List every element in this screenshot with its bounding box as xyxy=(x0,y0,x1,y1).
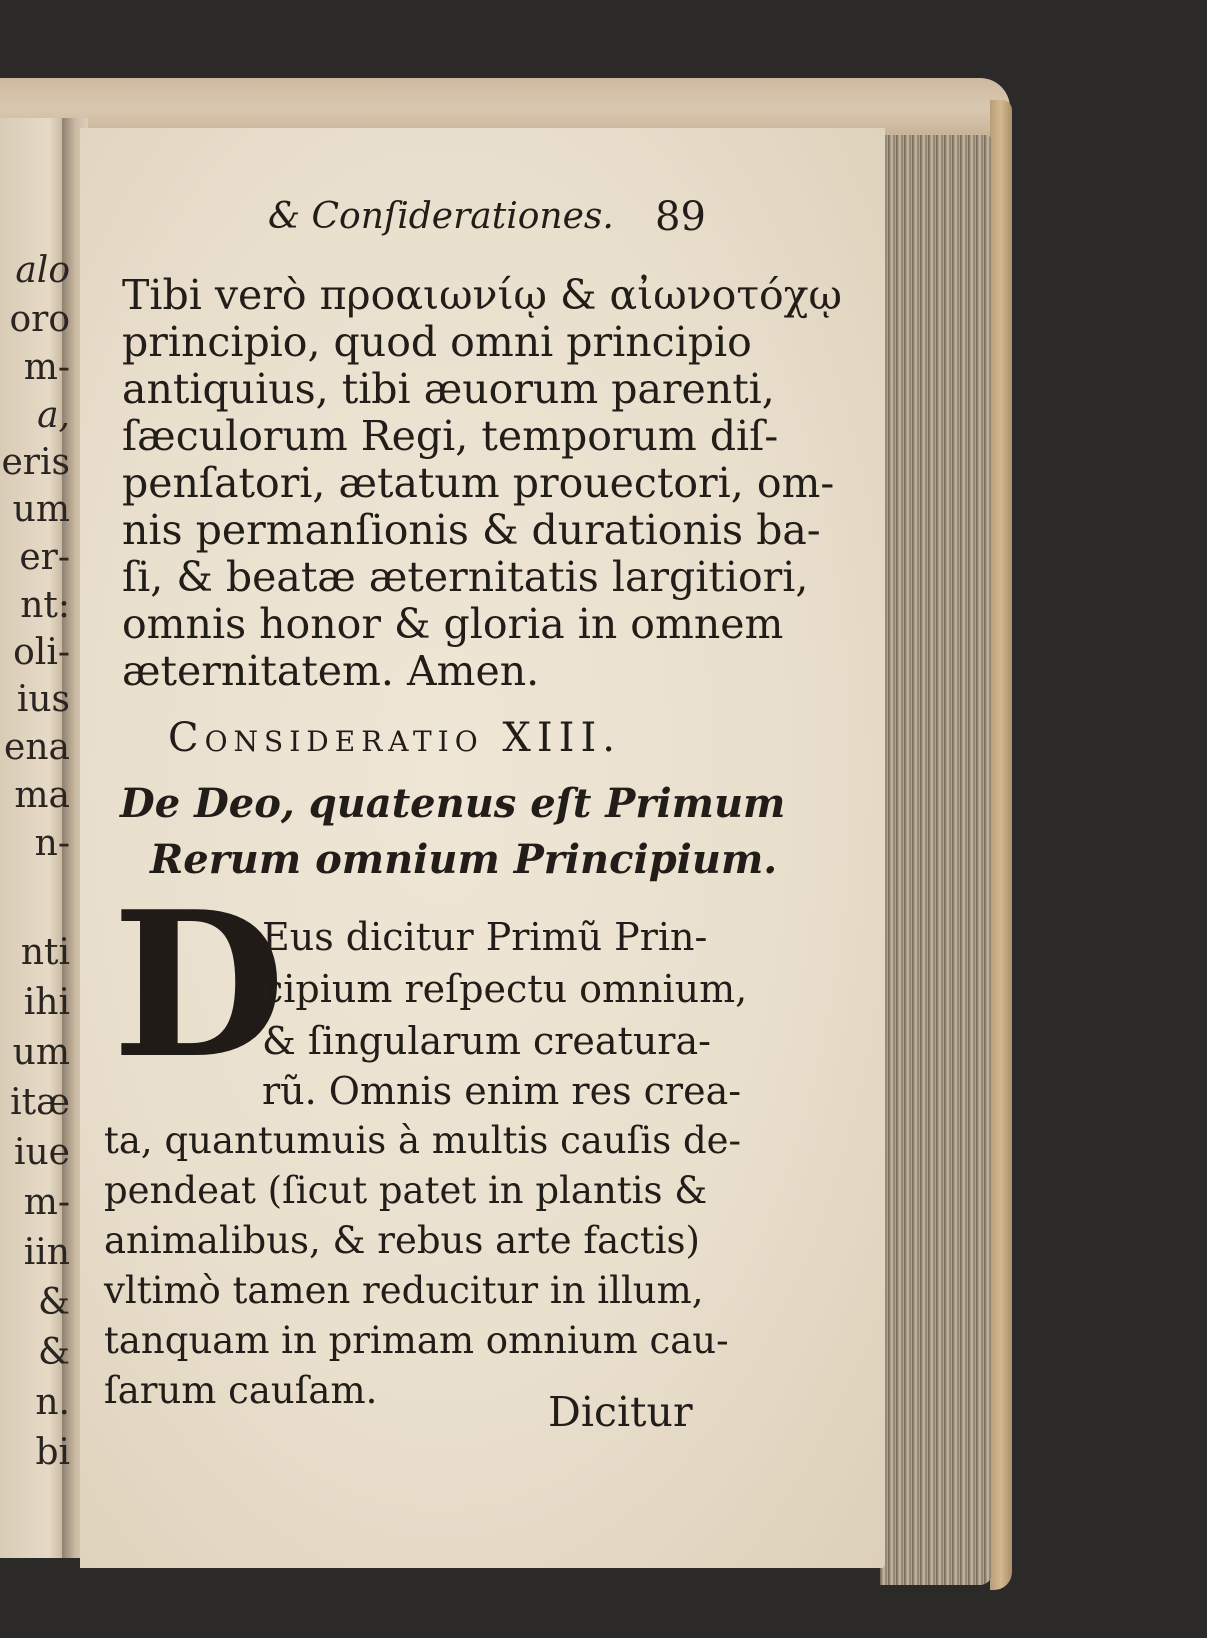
body-line: animalibus, & rebus arte factis) xyxy=(104,1219,700,1262)
body-line: Eus dicitur Primũ Prin- xyxy=(262,915,708,959)
catchword: Dicitur xyxy=(548,1388,693,1436)
left-fragment: bi xyxy=(35,1432,70,1473)
prayer-line: Tibi verò προαιωνίῳ & αἰωνοτόχῳ xyxy=(122,271,842,319)
left-fragment: um xyxy=(12,489,70,530)
left-fragment: er- xyxy=(19,537,70,578)
left-fragment: ena xyxy=(4,727,70,768)
prayer-line: æternitatem. Amen. xyxy=(122,647,540,695)
prayer-line: omnis honor & gloria in omnem xyxy=(122,600,784,648)
left-fragment: & xyxy=(37,1282,70,1323)
section-heading: Consideratio XIII. xyxy=(168,715,621,761)
left-fragment: m- xyxy=(23,347,70,388)
prayer-line: principio, quod omni principio xyxy=(122,318,752,366)
prayer-line: penſatori, ætatum prouectori, om- xyxy=(122,459,835,507)
drop-cap: D xyxy=(112,868,286,1103)
left-fragment: iue xyxy=(13,1132,70,1173)
left-fragment: itæ xyxy=(10,1082,70,1123)
body-line: tanquam in primam omnium cau- xyxy=(104,1319,729,1362)
left-fragment: eris xyxy=(1,442,70,483)
body-line: vltimò tamen reducitur in illum, xyxy=(104,1269,704,1312)
left-fragment: ius xyxy=(16,679,70,720)
left-fragment: um xyxy=(12,1032,70,1073)
body-line: pendeat (ſicut patet in plantis & xyxy=(104,1169,708,1212)
left-fragment: & xyxy=(37,1332,70,1373)
left-page-text xyxy=(0,0,70,1638)
prayer-line: nis permanſionis & durationis ba- xyxy=(122,506,821,554)
left-fragment: ma xyxy=(14,775,70,816)
book-cover-edge xyxy=(990,100,1012,1590)
body-line: cipium reſpectu omnium, xyxy=(262,967,748,1011)
page-number: 89 xyxy=(655,194,706,240)
prayer-line: ſi, & beatæ æternitatis largitiori, xyxy=(122,553,809,601)
running-head: & Conſiderationes. xyxy=(268,196,614,237)
left-fragment: n- xyxy=(34,823,70,864)
left-fragment: n. xyxy=(35,1382,70,1423)
left-fragment: oli- xyxy=(13,632,70,673)
body-line: rũ. Omnis enim res crea- xyxy=(262,1069,742,1113)
page-edges xyxy=(880,135,992,1585)
prayer-line: ſæculorum Regi, temporum diſ- xyxy=(122,412,779,460)
left-fragment: m- xyxy=(23,1182,70,1223)
section-subtitle: De Deo, quatenus eſt Primum xyxy=(120,780,786,827)
body-line: ta, quantumuis à multis cauſis de- xyxy=(104,1119,742,1162)
body-line: & ſingularum creatura- xyxy=(262,1019,711,1063)
left-fragment: nt: xyxy=(20,585,70,626)
left-fragment: alo xyxy=(15,250,70,291)
section-subtitle: Rerum omnium Principium. xyxy=(150,836,778,883)
body-line: ſarum cauſam. xyxy=(104,1369,378,1412)
prayer-line: antiquius, tibi æuorum parenti, xyxy=(122,365,775,413)
left-fragment: oro xyxy=(9,299,70,340)
left-fragment: nti xyxy=(20,932,70,973)
left-fragment: ihi xyxy=(23,982,70,1023)
left-fragment: iin xyxy=(23,1232,70,1273)
left-fragment: a, xyxy=(37,395,70,436)
